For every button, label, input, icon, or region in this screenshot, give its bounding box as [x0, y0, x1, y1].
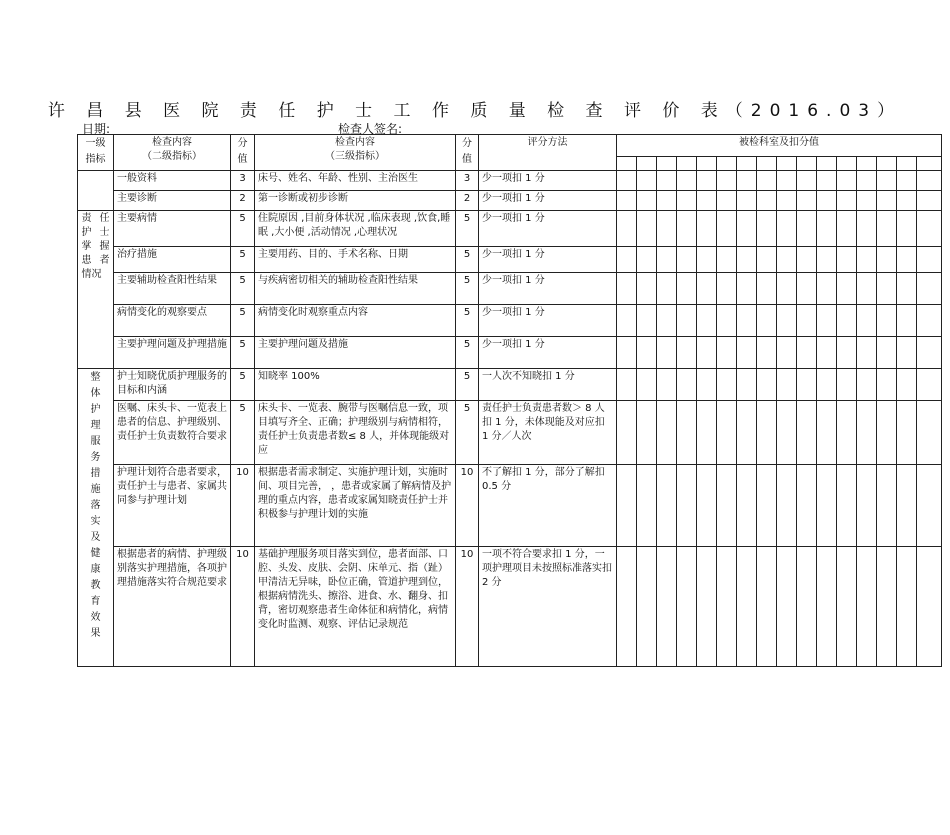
level3-cell: 主要用药、目的、手术名称、日期: [255, 247, 456, 273]
score2-cell: 5: [456, 305, 479, 337]
level3-cell: 知晓率 100%: [255, 369, 456, 401]
level2-cell: 主要辅助检查阳性结果: [114, 273, 231, 305]
method-cell: 不了解扣 1 分，部分了解扣 0.5 分: [479, 465, 617, 547]
method-cell: 少一项扣 1 分: [479, 337, 617, 369]
header-level1-indicator: 一级指标: [78, 135, 114, 171]
header-score-1: 分值: [231, 135, 255, 171]
score2-cell: 5: [456, 337, 479, 369]
score1-cell: 5: [231, 211, 255, 247]
score1-cell: 5: [231, 247, 255, 273]
header-score-2: 分值: [456, 135, 479, 171]
dept-cell: [677, 157, 697, 171]
level3-cell: 根据患者需求制定、实施护理计划，实施时间、项目完善， ，患者或家属了解病情及护理的重点内容，患者或家属知晓责任护士并积极参与护理计划的实施: [255, 465, 456, 547]
dept-cell: [857, 157, 877, 171]
score1-cell: 10: [231, 465, 255, 547]
score2-cell: 10: [456, 465, 479, 547]
dept-cell: [797, 157, 817, 171]
level2-cell: 护理计划符合患者要求，责任护士与患者、家属共同参与护理计划: [114, 465, 231, 547]
level3-cell: 床头卡、一览表、腕带与医嘱信息一致，项目填写齐全、正确；护理级别与病情相符，责任护士负责患者数≤ 8 人，并体现能级对应: [255, 401, 456, 465]
level3-cell: 床号、姓名、年龄、性别、主治医生: [255, 171, 456, 191]
table-row: [78, 273, 942, 305]
score1-cell: 5: [231, 369, 255, 401]
header-scoring-method: 评分方法: [479, 135, 617, 171]
level2-cell: 护士知晓优质护理服务的目标和内涵: [114, 369, 231, 401]
method-cell: 少一项扣 1 分: [479, 171, 617, 191]
category-cell: [78, 171, 114, 211]
score1-cell: 2: [231, 191, 255, 211]
dept-cell: [737, 157, 757, 171]
score1-cell: 5: [231, 401, 255, 465]
level3-cell: 主要护理问题及措施: [255, 337, 456, 369]
score2-cell: 2: [456, 191, 479, 211]
method-cell: 责任护士负责患者数＞ 8 人扣 1 分，未体现能及对应扣 1 分／人次: [479, 401, 617, 465]
level2-cell: 主要病情: [114, 211, 231, 247]
level2-cell: 病情变化的观察要点: [114, 305, 231, 337]
method-cell: 少一项扣 1 分: [479, 305, 617, 337]
level3-cell: 第一诊断或初步诊断: [255, 191, 456, 211]
score1-cell: 5: [231, 337, 255, 369]
table-row: [78, 211, 942, 247]
dept-cell: [657, 157, 677, 171]
dept-cell: [757, 157, 777, 171]
method-cell: 少一项扣 1 分: [479, 191, 617, 211]
level2-cell: 根据患者的病情、护理级别落实护理措施，各项护理措施落实符合规范要求: [114, 547, 231, 667]
category-cell: 责任护士掌握患者情况: [78, 211, 114, 369]
score1-cell: 10: [231, 547, 255, 667]
level3-cell: 基础护理服务项目落实到位，患者面部、口腔、头发、皮肤、会阴、床单元、指（趾）甲清洁无异味，卧位正确，管道护理到位，根据病情洗头、擦浴、进食、水、翻身、扣背，密切观察患者生命体征和病情化，病情变化时监测、观察、评估记录规范: [255, 547, 456, 667]
header-row: [78, 135, 942, 157]
header-department-deductions: 被检科室及扣分值: [617, 135, 942, 157]
score2-cell: 5: [456, 273, 479, 305]
table-row: [78, 305, 942, 337]
method-cell: 一项不符合要求扣 1 分，一项护理项目未按照标准落实扣 2 分: [479, 547, 617, 667]
table-row: [78, 465, 942, 547]
dept-cell: [917, 157, 942, 171]
table-row: [78, 369, 942, 401]
score2-cell: 10: [456, 547, 479, 667]
level2-cell: 一般资料: [114, 171, 231, 191]
header-level2-content: 检查内容 （二级指标）: [114, 135, 231, 171]
level3-cell: 病情变化时观察重点内容: [255, 305, 456, 337]
score1-cell: 5: [231, 273, 255, 305]
score2-cell: 3: [456, 171, 479, 191]
evaluation-table: [77, 134, 942, 667]
dept-cell: [617, 157, 637, 171]
table-row: [78, 547, 942, 667]
dept-cell: [717, 157, 737, 171]
document-title: 许 昌 县 医 院 责 任 护 士 工 作 质 量 检 查 评 价 表（2016.03）: [47, 101, 903, 121]
score1-cell: 5: [231, 305, 255, 337]
table-row: [78, 401, 942, 465]
level2-cell: 主要护理问题及护理措施: [114, 337, 231, 369]
category-cell: 整体护理服务措施落实及健康教育效果: [78, 369, 114, 667]
score2-cell: 5: [456, 401, 479, 465]
level3-cell: 与疾病密切相关的辅助检查阳性结果: [255, 273, 456, 305]
dept-cell: [817, 157, 837, 171]
level2-cell: 主要诊断: [114, 191, 231, 211]
score2-cell: 5: [456, 369, 479, 401]
score1-cell: 3: [231, 171, 255, 191]
dept-cell: [837, 157, 857, 171]
method-cell: 少一项扣 1 分: [479, 273, 617, 305]
table-row: [78, 171, 942, 191]
score2-cell: 5: [456, 211, 479, 247]
dept-cell: [877, 157, 897, 171]
level2-cell: 治疗措施: [114, 247, 231, 273]
method-cell: 少一项扣 1 分: [479, 247, 617, 273]
table-row: [78, 337, 942, 369]
table-row: [78, 247, 942, 273]
method-cell: 少一项扣 1 分: [479, 211, 617, 247]
dept-cell: [697, 157, 717, 171]
level3-cell: 住院原因 ,目前身体状况 ,临床表现 ,饮食,睡眠 ,大小便 ,活动情况 ,心理状况: [255, 211, 456, 247]
inspector-signature-label: 检查人签名:: [338, 122, 403, 136]
date-label: 日期:: [82, 122, 111, 136]
level2-cell: 医嘱、床头卡、一览表上患者的信息、护理级别、责任护士负责数符合要求: [114, 401, 231, 465]
dept-cell: [777, 157, 797, 171]
score2-cell: 5: [456, 247, 479, 273]
table-row: [78, 191, 942, 211]
method-cell: 一人次不知晓扣 1 分: [479, 369, 617, 401]
dept-cell: [637, 157, 657, 171]
dept-cell: [897, 157, 917, 171]
header-level3-content: 检查内容 （三级指标）: [255, 135, 456, 171]
